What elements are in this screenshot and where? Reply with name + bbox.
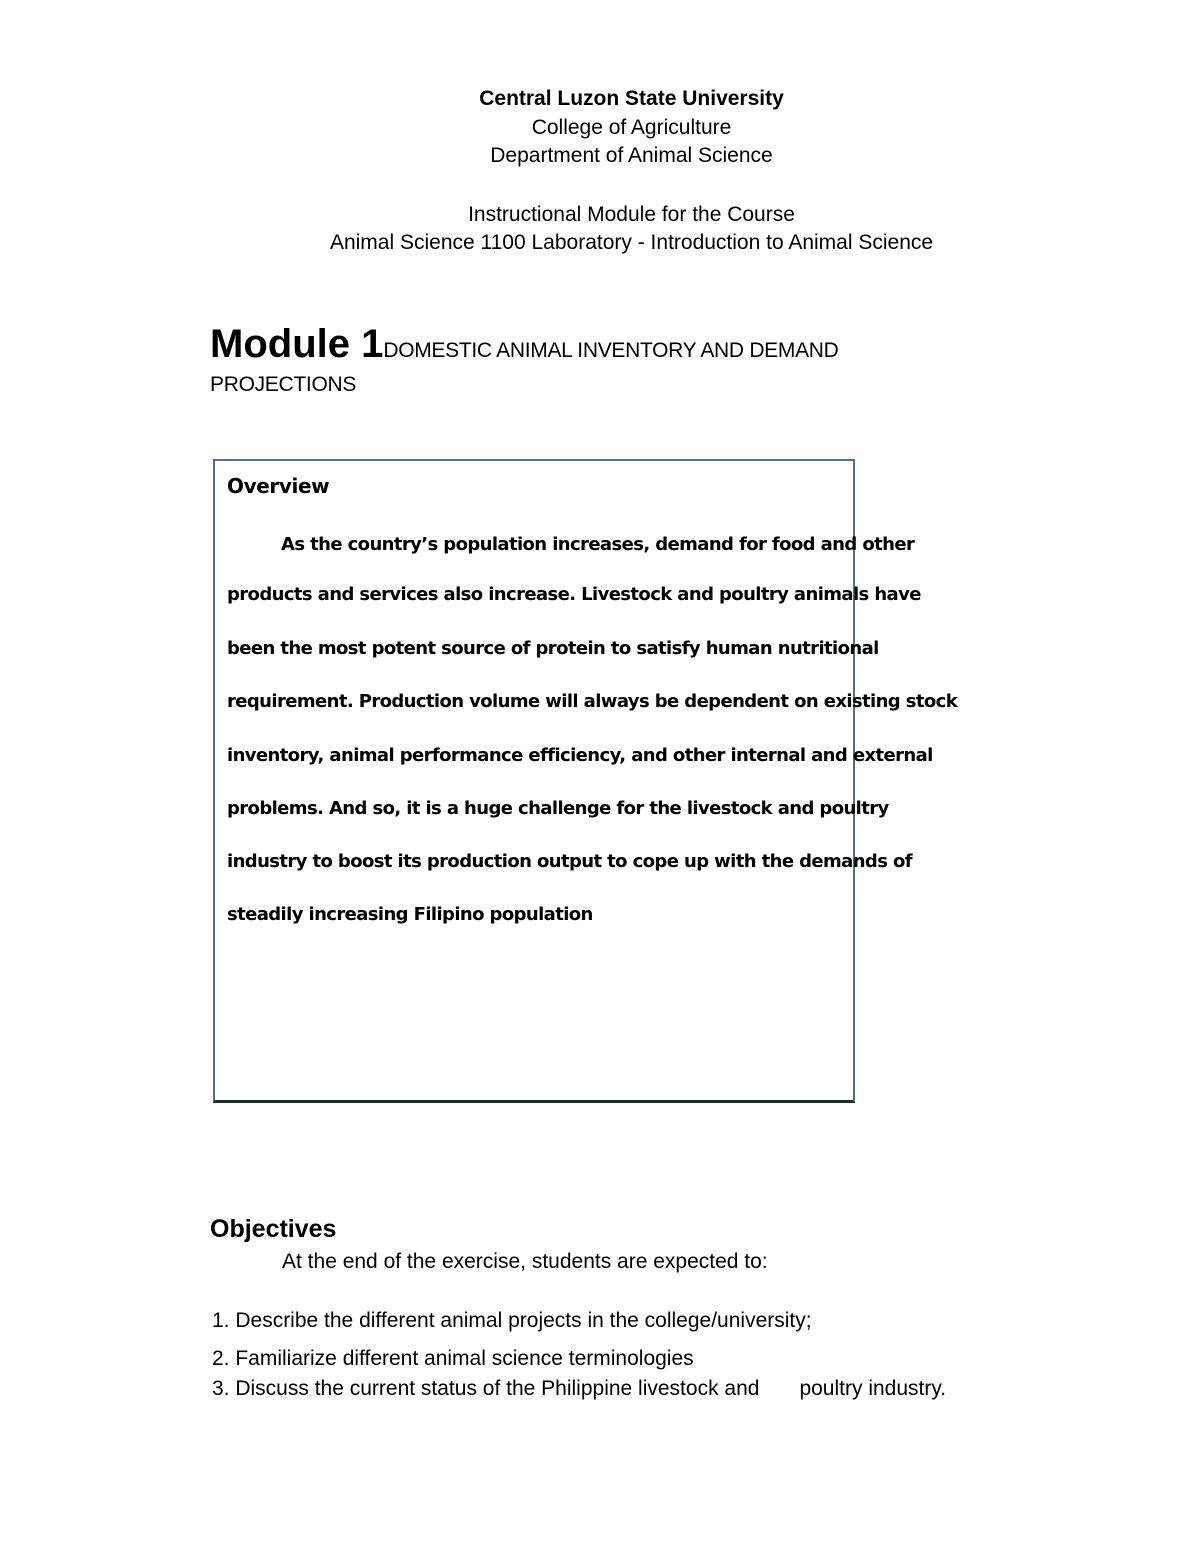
module-title-line-1: DOMESTIC ANIMAL INVENTORY AND DEMAND	[383, 339, 839, 362]
overview-line: products and services also increase. Livestock and poultry animals have	[227, 584, 921, 605]
module-title-line-2: PROJECTIONS	[210, 373, 357, 396]
overview-line: inventory, animal performance efficiency, and other internal and external	[227, 745, 933, 766]
overview-line: industry to boost its production output to cope up with the demands of	[227, 851, 912, 872]
overview-heading: Overview	[227, 474, 330, 498]
overview-line: As the country’s population increases, demand for food and other	[281, 534, 915, 555]
module-heading	[210, 320, 839, 368]
college-name: College of Agriculture	[531, 116, 732, 139]
objective-item	[212, 1375, 946, 1403]
objective-item-continuation: poultry industry.	[799, 1377, 947, 1400]
overview-line: problems. And so, it is a huge challenge for the livestock and poultry	[227, 798, 889, 819]
overview-line: been the most potent source of protein to satisfy human nutritional	[227, 638, 879, 659]
course-title: Animal Science 1100 Laboratory - Introduction to Animal Science	[329, 231, 934, 254]
university-name: Central Luzon State University	[479, 87, 784, 110]
department-name: Department of Animal Science	[490, 144, 773, 167]
overview-line: steadily increasing Filipino population	[227, 904, 593, 925]
overview-line: requirement. Production volume will always be dependent on existing stock	[227, 691, 958, 712]
module-number: Module 1	[210, 322, 384, 366]
objective-item: 2. Familiarize different animal science terminologies	[212, 1347, 694, 1370]
objective-item: 1. Describe the different animal projects in the college/university;	[212, 1309, 812, 1332]
objectives-heading: Objectives	[210, 1215, 337, 1243]
module-purpose: Instructional Module for the Course	[468, 203, 795, 226]
objective-item-text: 3. Discuss the current status of the Philippine livestock and	[212, 1377, 760, 1400]
objectives-intro: At the end of the exercise, students are expected to:	[282, 1250, 768, 1273]
